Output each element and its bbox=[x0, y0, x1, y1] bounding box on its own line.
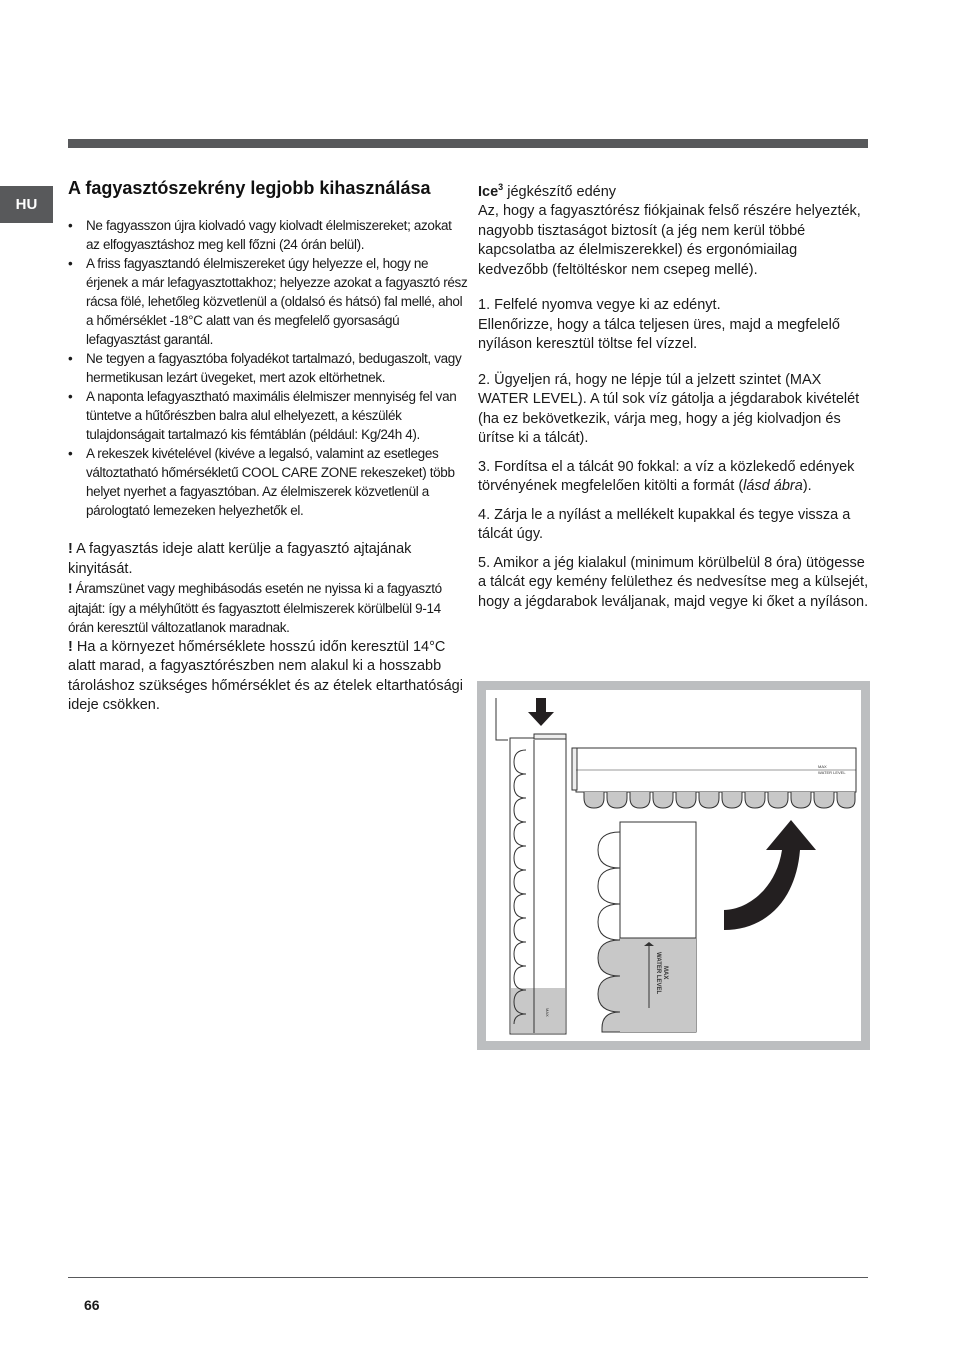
door-outline bbox=[496, 698, 508, 740]
ice-title: Ice$^3$ jégkészítő edény bbox=[478, 182, 617, 200]
ice-brand: Ice bbox=[478, 183, 499, 200]
step-1: 1. Felfelé nyomva vegye ki az edényt. bbox=[478, 297, 721, 314]
top-rule bbox=[68, 139, 868, 148]
ice-cups bbox=[598, 832, 620, 940]
vertical-max-label: MAX bbox=[545, 1008, 550, 1017]
step-5: 5. Amikor a jég kialakul (minimum körülbelül 8 óra) ütögesse a tálcát egy kemény felülethez és nedvesítse meg a külsejét, hogy a jégdarabok leváljanak, majd vegye ki őket a nyíláson. bbox=[478, 554, 869, 610]
list-item: • A rekeszek kivételével (kivéve a legalsó, valamint az esetleges változtatható hőmérsékletű COOL CARE ZONE rekeszeket) több helyet nyerhet a fagyasztóban. Az élelmiszerek közvetlenül a párologtató lemezeken helyezhetők el. bbox=[68, 446, 455, 518]
detail-water-level-label: WATER LEVEL bbox=[655, 952, 661, 995]
step-3: 3. Fordítsa el a tálcát 90 fokkal: a víz a közlekedő edények törvényének megfelelően kitölti a formát (lásd ábra). bbox=[478, 458, 855, 495]
vertical-tray bbox=[496, 698, 566, 1034]
step-1-detail: Ellenőrizze, hogy a tálca teljesen üres, majd a megfelelő nyíláson keresztül töltse fel vízzel. bbox=[478, 316, 840, 353]
figure-canvas bbox=[486, 690, 861, 1041]
bullet-icon: • bbox=[68, 218, 73, 233]
ice-tray-figure bbox=[477, 681, 870, 1050]
warnings-block bbox=[68, 540, 468, 716]
page-number: 66 bbox=[84, 1297, 100, 1313]
ice-superscript: 3 bbox=[498, 182, 504, 192]
step-2: 2. Ügyeljen rá, hogy ne lépje túl a jelzett szintet (MAX WATER LEVEL). A túl sok víz gátolja a jégdarabok kivételét (ha ez bekövetkezik, várja meg, hogy a jég kiolvadjon és ürítse ki a tálcát). bbox=[478, 371, 860, 447]
tray-cap bbox=[572, 748, 577, 790]
warning-paragraph: ! Ha a környezet hőmérséklete hosszú időn keresztül 14°C alatt marad, a fagyasztórészben nem alakul ki a hosszabb tároláshoz szükséges hőmérséklet és az ételek eltarthatósági ideje csökken. bbox=[68, 638, 463, 713]
left-column bbox=[68, 178, 468, 716]
water-fill bbox=[511, 988, 565, 1033]
section-heading: A fagyasztószekrény legjobb kihasználása bbox=[68, 178, 431, 198]
warning-icon: ! bbox=[68, 541, 73, 557]
rotate-arrow-icon bbox=[724, 820, 816, 930]
tray-cap bbox=[534, 734, 566, 739]
bullet-icon: • bbox=[68, 446, 73, 461]
down-arrow-icon bbox=[528, 698, 554, 726]
list-item: • Ne fagyasszon újra kiolvadó vagy kiolvadt élelmiszereket; azokat az elfogyasztáshoz meg kell főzni (24 órán belül). bbox=[68, 218, 452, 252]
horizontal-tray bbox=[572, 748, 856, 808]
bullet-icon: • bbox=[68, 351, 73, 366]
ice-tray-illustration bbox=[486, 690, 861, 1041]
warning-icon: ! bbox=[68, 638, 73, 655]
detail-max-label: MAX bbox=[662, 966, 668, 980]
step-4: 4. Zárja le a nyílást a mellékelt kupakkal és tegye vissza a tálcát úgy. bbox=[478, 506, 851, 543]
warning-paragraph: ! A fagyasztás ideje alatt kerülje a fagyasztó ajtajának kinyitását. bbox=[68, 541, 412, 577]
right-column bbox=[478, 178, 870, 621]
tray-detail bbox=[598, 822, 696, 1032]
warning-paragraph: ! Áramszünet vagy meghibásodás esetén ne nyissa ki a fagyasztó ajtaját: így a mélyhűtött és fagyasztott élelmiszerek körülbelül 9-14 órán keresztül változatlanok maradnak. bbox=[68, 581, 442, 635]
bullet-icon: • bbox=[68, 389, 73, 404]
bottom-rule bbox=[68, 1277, 868, 1278]
tips-list bbox=[68, 216, 468, 520]
warning-icon: ! bbox=[68, 581, 73, 596]
horizontal-water-level-label: WATER LEVEL bbox=[818, 770, 846, 775]
list-item: • A friss fagyasztandó élelmiszereket úgy helyezze el, hogy ne érjenek a már lefagyasztottakhoz; helyezze azokat a fagyasztó rész rácsa fölé, lehetőleg közvetlenül a (oldalsó és hátsó) fal mellé, ahol a hőmérséklet -18°C alatt van és megfelelő gyorsaságú lefagyasztást garantál. bbox=[68, 256, 468, 347]
bullet-icon: • bbox=[68, 256, 73, 271]
ice-cups bbox=[584, 792, 855, 808]
list-item: • A naponta lefagyasztható maximális élelmiszer mennyiség fel van tüntetve a hűtőrészben balra alul elhelyezett, a készülék tulajdonságait tartalmazó kis fémtáblán (például: Kg/24h 4). bbox=[68, 389, 457, 442]
filled-ice-cups bbox=[598, 940, 620, 1032]
intro-paragraph: Az, hogy a fagyasztórész fiókjainak felső részére helyezték, nagyobb tisztaságot biztosít (a jég nem kerül többé kapcsolatba az élelmiszerekkel) és ergonómiailag kedvezőbb (feltöltéskor nem csepeg mellé). bbox=[478, 203, 861, 278]
horizontal-max-label: MAX bbox=[818, 764, 827, 769]
list-item: • Ne tegyen a fagyasztóba folyadékot tartalmazó, bedugaszolt, vagy hermetikusan lezárt üvegeket, mert azok eltörhetnek. bbox=[68, 351, 462, 385]
language-tab: HU bbox=[0, 186, 53, 223]
